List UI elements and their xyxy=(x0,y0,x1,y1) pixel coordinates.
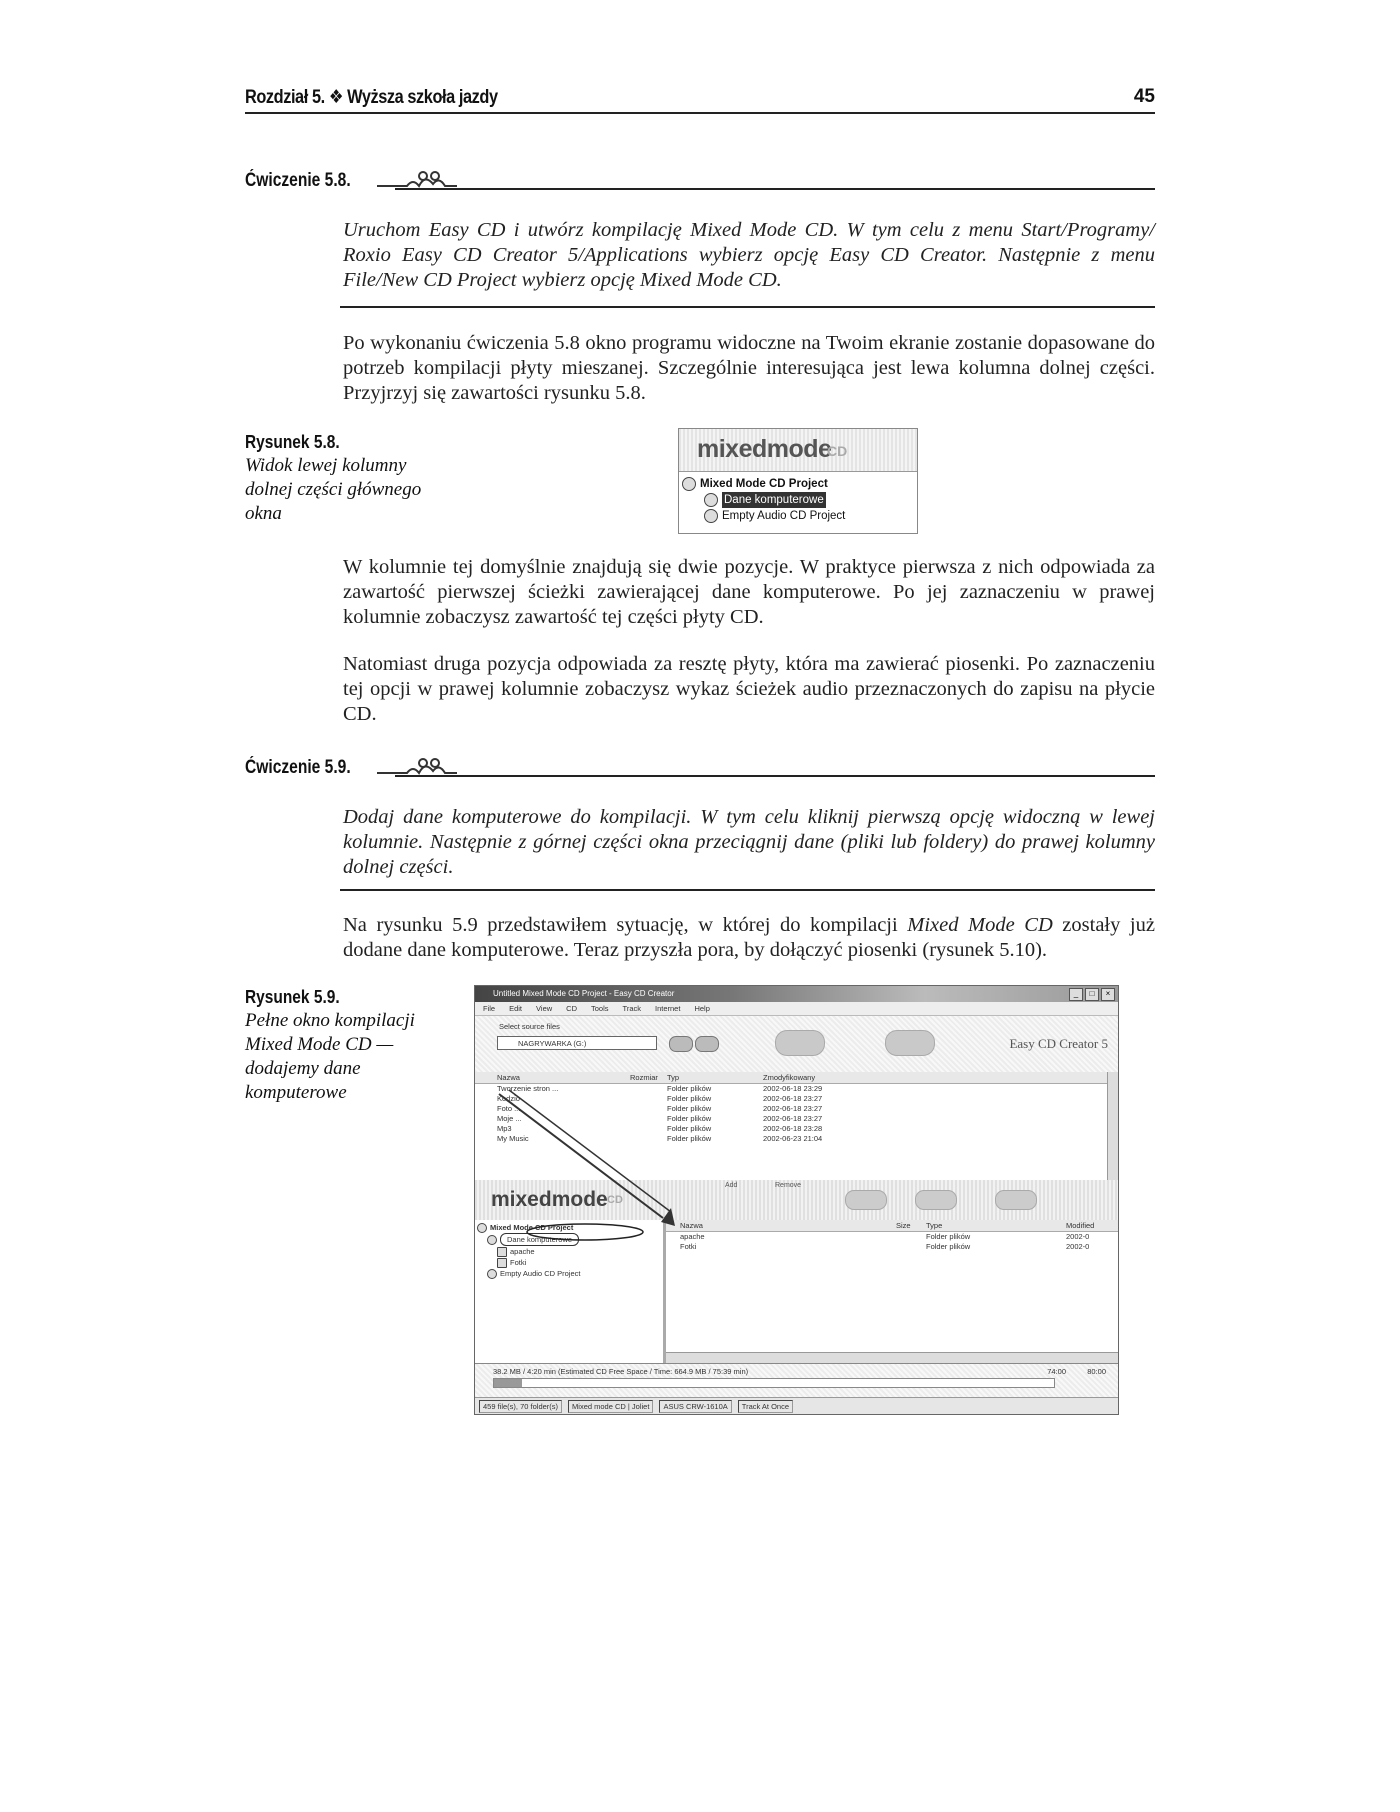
paragraph-4-start: Na rysunku 5.9 przedstawiłem sytuację, w której do kompilacji xyxy=(343,914,908,936)
mixedmode-logo: mixedmode xyxy=(491,1188,608,1211)
tree-item-audio-label: Empty Audio CD Project xyxy=(722,510,846,522)
item-name: Kodzio xyxy=(497,1094,520,1103)
col-size[interactable]: Size xyxy=(896,1221,911,1230)
list-item[interactable] xyxy=(475,1084,1118,1094)
item-name: Moje ... xyxy=(497,1114,522,1123)
tree-label: apache xyxy=(510,1247,535,1256)
tree-item-data-label: Dane komputerowe xyxy=(724,494,824,506)
ornament-icon xyxy=(377,755,457,777)
source-panel xyxy=(475,1016,1118,1073)
heading-rule xyxy=(395,775,1155,777)
page-number: 45 xyxy=(1133,86,1155,107)
mixedmode-logo: mixedmode xyxy=(697,435,832,463)
record-button[interactable] xyxy=(885,1030,935,1056)
close-icon[interactable]: × xyxy=(1101,988,1115,1001)
col-size[interactable]: Rozmiar xyxy=(630,1073,658,1082)
capacity-panel xyxy=(475,1363,1118,1398)
cd-tag: CD xyxy=(607,1194,623,1206)
tree-root-label: Mixed Mode CD Project xyxy=(700,478,828,490)
exercise-59-heading xyxy=(245,757,1155,781)
list-item[interactable] xyxy=(475,1094,1118,1104)
item-type: Folder plików xyxy=(926,1242,971,1251)
maximize-icon[interactable]: □ xyxy=(1085,988,1099,1001)
tree-label: Fotki xyxy=(510,1258,527,1267)
item-type: Folder plików xyxy=(667,1114,712,1123)
tree-item-data[interactable] xyxy=(477,1233,661,1246)
tree-item-audio[interactable] xyxy=(477,1268,661,1279)
figure-58-image xyxy=(678,428,918,534)
menu-help[interactable]: Help xyxy=(694,1004,710,1013)
list-item[interactable] xyxy=(475,1104,1118,1114)
heading-rule xyxy=(395,188,1155,190)
list-item[interactable] xyxy=(475,1124,1118,1134)
tree-root[interactable] xyxy=(682,476,913,492)
source-list-header xyxy=(475,1072,1118,1084)
project-tree-panel xyxy=(475,1220,666,1363)
figure-59-caption xyxy=(245,985,445,1105)
brand-logo: Easy CD Creator 5 xyxy=(1009,1036,1108,1051)
menu-view[interactable]: View xyxy=(536,1004,553,1013)
exercise-58-rule xyxy=(340,306,1155,308)
data-disc-icon xyxy=(487,1235,497,1245)
tree-item-audio[interactable] xyxy=(682,508,913,524)
list-item[interactable] xyxy=(475,1114,1118,1124)
folder-icon xyxy=(497,1258,507,1268)
item-date: 2002-06-23 21:04 xyxy=(763,1134,823,1143)
status-drive: ASUS CRW-1610A xyxy=(659,1400,731,1413)
exercise-59-rule xyxy=(340,889,1155,891)
tree-root[interactable] xyxy=(477,1222,661,1233)
exercise-58-label: Ćwiczenie 5.8. xyxy=(245,170,351,191)
tree-item-data[interactable] xyxy=(682,492,913,508)
item-type: Folder plików xyxy=(667,1104,712,1113)
exercise-59-label: Ćwiczenie 5.9. xyxy=(245,757,351,778)
drive-select[interactable]: NAGRYWARKA (G:) xyxy=(497,1036,657,1050)
item-type: Folder plików xyxy=(667,1124,712,1133)
mark-80: 80:00 xyxy=(1087,1367,1106,1376)
vertical-scrollbar[interactable] xyxy=(1107,1072,1118,1180)
toolbar-button[interactable] xyxy=(915,1190,957,1210)
exercise-58-text: Uruchom Easy CD i utwórz kompilację Mixed Mode CD. W tym celu z menu Start/Programy/ Roxio Easy CD Creator 5/Applications wybierz opcję Easy CD Creator. Następnie z menu File/New CD Project wybierz opcję Mixed Mode CD. xyxy=(343,219,1155,291)
status-bar xyxy=(475,1397,1119,1414)
source-file-list xyxy=(475,1072,1118,1181)
col-name[interactable]: Nazwa xyxy=(497,1073,520,1082)
figure-58-label: Rysunek 5.8. xyxy=(245,432,340,452)
capacity-fill xyxy=(494,1379,522,1387)
menu-internet[interactable]: Internet xyxy=(655,1004,681,1013)
item-date: 2002-06-18 23:27 xyxy=(763,1104,823,1113)
menu-bar xyxy=(475,1002,1118,1016)
horizontal-scrollbar[interactable] xyxy=(666,1352,1118,1363)
select-source-label: Select source files xyxy=(499,1022,560,1031)
status-files: 459 file(s), 70 folder(s) xyxy=(479,1400,562,1413)
item-type: Folder plików xyxy=(667,1094,712,1103)
item-date: 2002-06-18 23:29 xyxy=(763,1084,823,1093)
col-type[interactable]: Typ xyxy=(667,1073,680,1082)
item-name: apache xyxy=(680,1232,705,1241)
audio-disc-icon xyxy=(487,1269,497,1279)
mixedmode-banner xyxy=(679,429,917,472)
back-icon[interactable] xyxy=(669,1036,693,1052)
running-header xyxy=(245,86,1155,114)
list-item[interactable] xyxy=(666,1242,1118,1252)
status-mode: Mixed mode CD | Joliet xyxy=(568,1400,653,1413)
list-item[interactable] xyxy=(666,1232,1118,1242)
col-modified[interactable]: Modified xyxy=(1066,1221,1095,1230)
project-tree xyxy=(679,472,917,524)
add-button[interactable]: Add xyxy=(725,1182,738,1189)
project-file-list xyxy=(666,1220,1118,1363)
capacity-bar xyxy=(493,1378,1055,1388)
window-title: Untitled Mixed Mode CD Project - Easy CD Creator xyxy=(493,989,675,998)
col-name[interactable]: Nazwa xyxy=(680,1221,703,1230)
tree-label: Mixed Mode CD Project xyxy=(490,1223,574,1232)
convert-button[interactable] xyxy=(775,1030,825,1056)
paragraph-2: W kolumnie tej domyślnie znajdują się dwie pozycje. W praktyce pierwsza z nich odpowiada za zawartość pierwszej ścieżki zawierającej dane komputerowe. Po jej zaznaczeniu w prawej kolumnie zobaczysz zawartość tej części płyty CD. xyxy=(343,556,1155,628)
status-write-mode: Track At Once xyxy=(738,1400,793,1413)
item-date: 2002-06-18 23:28 xyxy=(763,1124,823,1133)
item-name: Foto ... xyxy=(497,1104,521,1113)
exercise-59-text: Dodaj dane komputerowe do kompilacji. W tym celu kliknij pierwszą opcję widoczną w lewej kolumnie. Następnie z górnej części okna przeciągnij dane (pliki lub foldery) do prawej kolumny dolnej części. xyxy=(343,806,1155,878)
project-toolbar xyxy=(475,1180,1118,1221)
item-type: Folder plików xyxy=(926,1232,971,1241)
folder-icon xyxy=(497,1247,507,1257)
item-type: Folder plików xyxy=(667,1084,712,1093)
capacity-text: 38.2 MB / 4:20 min (Estimated CD Free Space / Time: 664.9 MB / 75:39 min) xyxy=(493,1367,749,1376)
window-title-bar xyxy=(475,986,1118,1002)
item-name: Tworzenie stron ... xyxy=(497,1084,559,1093)
item-type: Folder plików xyxy=(667,1134,712,1143)
paragraph-3: Natomiast druga pozycja odpowiada za resztę płyty, która ma zawierać piosenki. Po zaznaczeniu tej opcji w prawej kolumnie zobaczysz wykaz ścieżek audio przeznaczonych do zapisu na płycie CD. xyxy=(343,653,1155,725)
col-modified[interactable]: Zmodyfikowany xyxy=(763,1073,816,1082)
menu-file[interactable]: File xyxy=(483,1004,496,1013)
paragraph-4 xyxy=(343,913,1155,963)
cd-tag: CD xyxy=(827,443,848,459)
paragraph-1: Po wykonaniu ćwiczenia 5.8 okno programu widoczne na Twoim ekranie zostanie dopasowane do potrzeb kompilacji płyty mieszanej. Szczególnie interesująca jest lewa kolumna dolnej części. Przyjrzyj się zawartości rysunku 5.8. xyxy=(343,332,1155,404)
paragraph-4-emphasis: Mixed Mode CD xyxy=(907,914,1053,936)
cd-project-icon xyxy=(682,477,696,491)
up-folder-icon[interactable] xyxy=(695,1036,719,1052)
col-type[interactable]: Type xyxy=(926,1221,943,1230)
item-date: 2002-06-18 23:27 xyxy=(763,1114,823,1123)
minimize-icon[interactable]: _ xyxy=(1069,988,1083,1001)
exercise-58-heading xyxy=(245,170,1155,194)
item-date: 2002-0 xyxy=(1066,1242,1090,1251)
figure-58-description: Widok lewej kolumny dolnej części głównego okna xyxy=(245,455,422,524)
audio-disc-icon xyxy=(704,509,718,523)
mark-74: 74:00 xyxy=(1047,1367,1066,1376)
item-date: 2002-0 xyxy=(1066,1232,1090,1241)
project-list-header xyxy=(666,1220,1118,1232)
tree-label: Empty Audio CD Project xyxy=(500,1269,581,1278)
chapter-title: Rozdział 5. ❖ Wyższa szkoła jazdy xyxy=(245,87,498,108)
tree-item-folder[interactable] xyxy=(477,1257,661,1268)
figure-59-window xyxy=(474,985,1119,1415)
toolbar-button[interactable] xyxy=(995,1190,1037,1210)
figure-59-description: Pełne okno kompilacji Mixed Mode CD — dodajemy dane komputerowe xyxy=(245,1010,415,1103)
item-name: My Music xyxy=(497,1134,529,1143)
paragraph-4-end: zostały już dodane dane komputerowe. Teraz przyszła pora, by dołączyć piosenki (rysunek 5.10). xyxy=(343,914,1155,961)
ornament-icon xyxy=(377,168,457,190)
menu-tools[interactable]: Tools xyxy=(591,1004,609,1013)
menu-track[interactable]: Track xyxy=(622,1004,641,1013)
remove-button[interactable]: Remove xyxy=(775,1182,802,1189)
item-name: Mp3 xyxy=(497,1124,512,1133)
figure-59-label: Rysunek 5.9. xyxy=(245,987,340,1007)
figure-58-caption xyxy=(245,430,445,526)
menu-cd[interactable]: CD xyxy=(566,1004,577,1013)
list-item[interactable] xyxy=(475,1134,1118,1144)
item-date: 2002-06-18 23:27 xyxy=(763,1094,823,1103)
tree-label: Dane komputerowe xyxy=(500,1233,579,1246)
cd-project-icon xyxy=(477,1223,487,1233)
toolbar-button[interactable] xyxy=(845,1190,887,1210)
item-name: Fotki xyxy=(680,1242,697,1251)
tree-item-folder[interactable] xyxy=(477,1246,661,1257)
menu-edit[interactable]: Edit xyxy=(509,1004,523,1013)
data-disc-icon xyxy=(704,493,718,507)
